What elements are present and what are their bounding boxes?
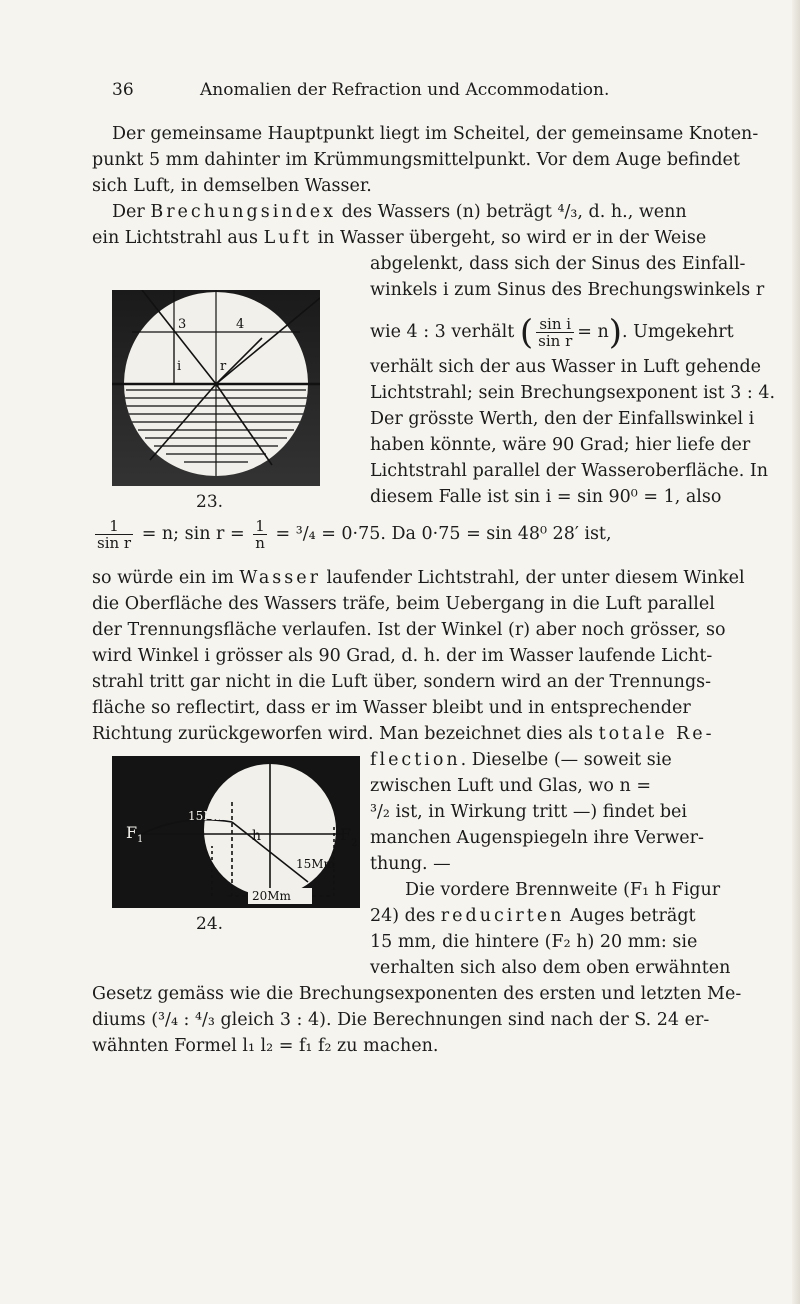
text-line: manchen Augenspiegeln ihre Verwer- (370, 828, 704, 848)
text-line: zwischen Luft und Glas, wo n = (370, 776, 651, 796)
text-line: Lichtstrahl parallel der Wasseroberfläche. In (370, 461, 769, 481)
fraction-sin-i-sin-r: $\frac{\text{sin i}}{\text{sin r}}$ (538, 315, 573, 350)
text-line: wird Winkel i grösser als 90 Grad, d. h. der im Wasser laufende Licht- (92, 646, 713, 666)
text-line: Der grösste Werth, den der Einfallswinkel i (370, 409, 755, 429)
text-line: wähnten Formel l₁ l₂ = f₁ f₂ zu machen. (92, 1036, 439, 1056)
text-line: strahl tritt gar nicht in die Luft über, sondern wird an der Trennungs- (92, 672, 712, 692)
text-line: diums (³/₄ : ⁴/₃ gleich 3 : 4). Die Berechnungen sind nach der S. 24 er- (92, 1010, 710, 1030)
text-line: so würde ein im Wasser laufender Lichtstrahl, der unter diesem Winkel (92, 568, 745, 588)
text-line: sich Luft, in demselben Wasser. (92, 176, 372, 196)
text-line: 24) des reducirten Auges beträgt (370, 906, 696, 926)
text-line: Die vordere Brennweite (F₁ h Figur (405, 880, 721, 900)
text-line: ein Lichtstrahl aus Luft in Wasser übergeht, so wird er in der Weise (92, 228, 707, 248)
fig23-label-i: i (177, 359, 182, 374)
text-line: winkels i zum Sinus des Brechungswinkels r (370, 280, 765, 300)
open-paren: ( (519, 312, 534, 353)
figure-24-drawing (112, 756, 360, 908)
text-line: abgelenkt, dass sich der Sinus des Einfall- (370, 254, 746, 274)
fig23-label-3: 3 (178, 317, 187, 332)
text-line: Lichtstrahl; sein Brechungsexponent ist 3 : 4. (370, 383, 776, 403)
fig24-label-15mm-inner: 15Mm (296, 857, 335, 871)
fig24-label-20mm: 20Mm (252, 889, 291, 903)
figure-24-caption: 24. (196, 914, 224, 934)
text-line: Der gemeinsame Hauptpunkt liegt im Scheitel, der gemeinsame Knoten- (112, 124, 759, 144)
text-line: thung. — (370, 854, 451, 874)
figure-23-caption: 23. (196, 492, 224, 512)
fig23-label-r: r (220, 359, 227, 374)
emphasis-flection: flection (370, 750, 461, 770)
figure-24 (112, 756, 360, 908)
text-line-formula: $\frac{1}{\text{sin r}}$ = n; sin r = $\frac{1}{n}$ = ³/₄ = 0·75. Da 0·75 = sin 48⁰ 28′ ist, (97, 517, 612, 552)
fig23-label-4: 4 (236, 317, 245, 332)
fraction-1-n: $\frac{1}{n}$ (255, 517, 265, 552)
close-paren: ) (608, 312, 623, 353)
figure-23 (112, 290, 320, 486)
emphasis-totale-reflection: totale Re- (598, 724, 715, 744)
fig24-label-f2-sub: 2 (351, 838, 358, 849)
text-line: die Oberfläche des Wassers träfe, beim Uebergang in die Luft parallel (92, 594, 715, 614)
emphasis-brechungsindex: Brechungsindex (150, 202, 337, 222)
text-line: 15 mm, die hintere (F₂ h) 20 mm: sie (370, 932, 698, 952)
emphasis-wasser: Wasser (239, 568, 321, 588)
text-line: Gesetz gemäss wie die Brechungsexponenten des ersten und letzten Me- (92, 984, 742, 1004)
fig24-label-15mm-top: 15Mm (188, 809, 227, 823)
emphasis-luft: Luft (263, 228, 313, 248)
text-line: verhält sich der aus Wasser in Luft gehende (370, 357, 762, 377)
text-line: Richtung zurückgeworfen wird. Man bezeichnet dies als totale Re- (92, 724, 715, 744)
text-line: fläche so reflectirt, dass er im Wasser bleibt und in entsprechender (92, 698, 691, 718)
page-header (112, 80, 672, 104)
running-head: Anomalien der Refraction und Accommodation. (200, 80, 610, 100)
page-edge (792, 0, 800, 1304)
figure-23-drawing (112, 290, 320, 486)
emphasis-reducirten: reducirten (440, 906, 565, 926)
text-line: punkt 5 mm dahinter im Krümmungsmittelpunkt. Vor dem Auge befindet (92, 150, 740, 170)
text-line-formula: wie 4 : 3 verhält ( $\frac{\text{sin i}}{\text{sin r}}$ = n). Umgekehrt (370, 312, 734, 353)
page-number: 36 (112, 80, 134, 100)
text-line: ³/₂ ist, in Wirkung tritt —) findet bei (370, 802, 687, 822)
text-line: Der Brechungsindex des Wassers (n) beträgt ⁴/₃, d. h., wenn (112, 202, 687, 222)
text-line: flection. Dieselbe (— soweit sie (370, 750, 672, 770)
fig24-label-f2: F (340, 825, 352, 844)
text-line: verhalten sich also dem oben erwähnten (370, 958, 731, 978)
text-line: der Trennungsfläche verlaufen. Ist der Winkel (r) aber noch grösser, so (92, 620, 726, 640)
fraction-1-sin-r: $\frac{1}{\text{sin r}}$ (97, 517, 132, 552)
fig24-label-f1: F (126, 823, 138, 842)
fig24-label-h: h (252, 828, 262, 844)
fig24-label-f1-sub: 1 (137, 834, 144, 845)
text-line: haben könnte, wäre 90 Grad; hier liefe der (370, 435, 751, 455)
text-line: diesem Falle ist sin i = sin 90⁰ = 1, also (370, 487, 722, 507)
